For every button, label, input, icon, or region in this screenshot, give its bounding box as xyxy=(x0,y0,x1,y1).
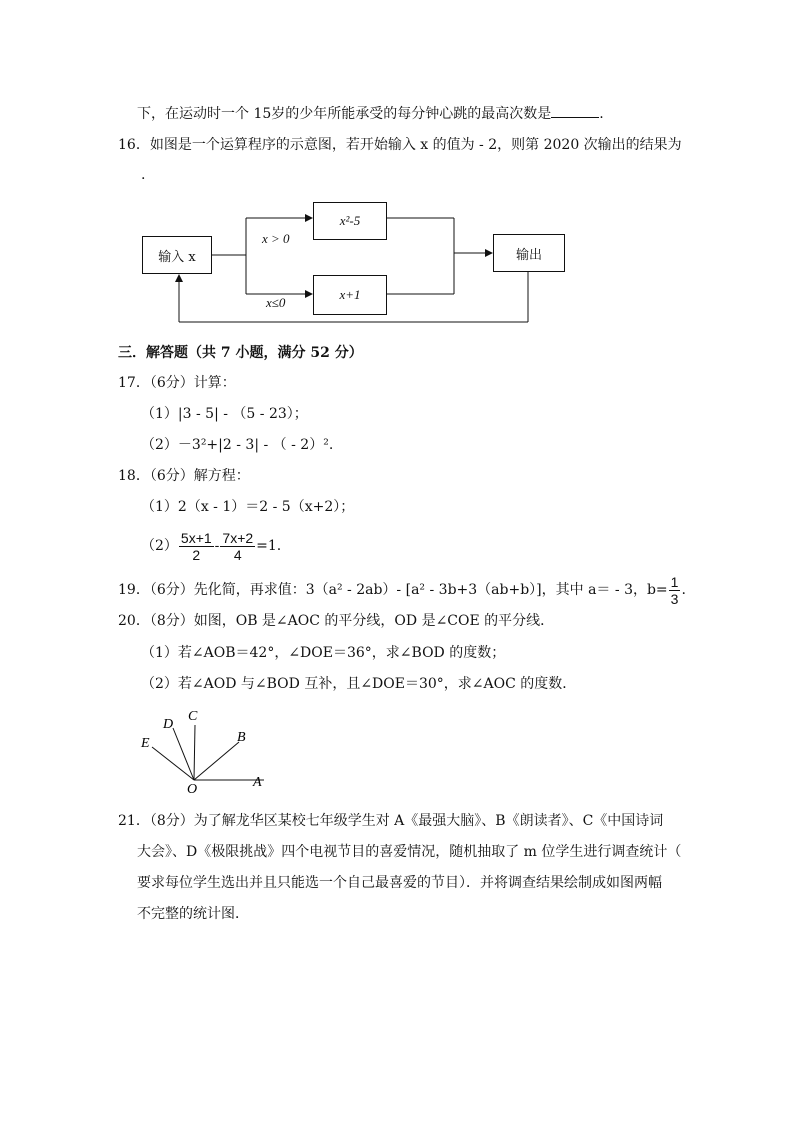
fraction-1-denominator: 2 xyxy=(192,546,201,563)
q20-part1: （1）若∠AOB＝42°，∠DOE＝36°，求∠BOD 的度数； xyxy=(141,645,506,661)
label-D: D xyxy=(163,717,174,732)
q18-stem: 18．（6分）解方程： xyxy=(118,468,250,484)
condition-positive: x > 0 xyxy=(262,231,290,246)
fraction-2-numerator: 7x+2 xyxy=(222,529,254,546)
label-O: O xyxy=(187,782,198,796)
q20-stem: 20．（8分）如图，OB 是∠AOC 的平分线，OD 是∠COE 的平分线． xyxy=(118,613,555,629)
bottom-operation-label: x+1 xyxy=(339,287,361,302)
input-box xyxy=(142,236,212,274)
answer-blank[interactable] xyxy=(551,104,599,118)
bottom-operation-box xyxy=(313,275,387,315)
label-E: E xyxy=(141,736,150,751)
input-label: 输入 x xyxy=(158,249,196,265)
q19-period: . xyxy=(681,582,686,598)
q15-tail-text: 下，在运动时一个 15岁的少年所能承受的每分钟心跳的最高次数是 xyxy=(137,106,552,122)
q17-part1: （1）|3 - 5| - （5 - 23）； xyxy=(141,406,308,422)
q20-part2: （2）若∠AOD 与∠BOD 互补，且∠DOE＝30°，求∠AOC 的度数． xyxy=(141,676,577,692)
label-A: A xyxy=(253,775,262,790)
ray-OB xyxy=(194,742,239,780)
q15-tail-line xyxy=(137,104,604,123)
q15-period: . xyxy=(599,106,604,122)
q18-part1: （1）2（x - 1）＝2 - 5（x+2）； xyxy=(141,499,355,515)
q21-line1: 21．（8分）为了解龙华区某校七年级学生对 A《最强大脑》、B《朗读者》、C《中国诗词 xyxy=(118,813,664,829)
fraction-1 xyxy=(179,530,214,563)
label-B: B xyxy=(237,730,246,745)
fraction-1-numerator: 5x+1 xyxy=(180,529,212,546)
q19-text: 19．（6分）先化简，再求值：3（a² - 2ab）- [a² - 3b+3（ab+b）]，其中 a＝ - 3，b= xyxy=(118,582,668,598)
top-operation-box xyxy=(313,202,387,240)
q19-fraction xyxy=(669,574,681,607)
flowchart xyxy=(138,198,568,328)
q16-line2: . xyxy=(141,167,146,183)
q17-part2: （2）－3²+|2 - 3| - （ - 2）². xyxy=(141,437,334,453)
q18-part2-prefix: （2） xyxy=(141,538,178,554)
condition-nonpositive: x≤0 xyxy=(266,295,286,310)
output-box xyxy=(493,234,565,272)
ray-OC xyxy=(194,725,195,780)
output-label: 输出 xyxy=(515,247,542,263)
label-C: C xyxy=(188,709,198,724)
q19-line xyxy=(118,570,686,610)
q18-part2-suffix: =1. xyxy=(256,538,282,554)
q21-line3: 要求每位学生选出并且只能选一个自己最喜爱的节目）．并将调查结果绘制成如图两幅 xyxy=(137,875,662,891)
section-title: 三．解答题（共 7 小题，满分 52 分） xyxy=(118,345,363,361)
q19-fraction-numerator: 1 xyxy=(670,573,679,590)
q16-line1: 16．如图是一个运算程序的示意图，若开始输入 x 的值为 - 2，则第 2020 次输出的结果为 xyxy=(118,137,682,153)
q19-fraction-denominator: 3 xyxy=(670,590,679,607)
top-operation-label: x²-5 xyxy=(339,213,361,228)
angle-figure xyxy=(136,704,266,796)
fraction-2 xyxy=(220,530,255,563)
fraction-2-denominator: 4 xyxy=(233,546,242,563)
minus-sign: - xyxy=(214,538,220,554)
q18-part2 xyxy=(141,526,281,566)
q17-stem: 17．（6分）计算： xyxy=(118,375,236,391)
q21-line2: 大会》、D《极限挑战》四个电视节目的喜爱情况，随机抽取了 m 位学生进行调查统计（ xyxy=(137,844,682,860)
q21-line4: 不完整的统计图． xyxy=(137,906,249,922)
